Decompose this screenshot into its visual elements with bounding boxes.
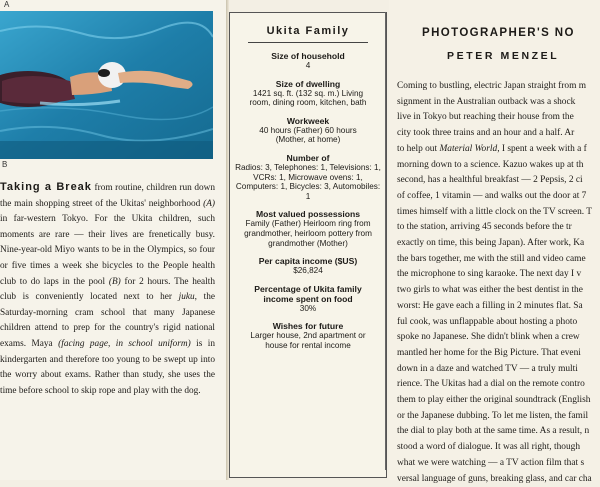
stat-label: Most valued possessions: [255, 209, 361, 220]
stat-value: 30%: [299, 303, 317, 313]
text-line: live in Tokyo but reaching their house from the: [397, 112, 574, 123]
stat-label: Size of dwelling: [275, 78, 341, 89]
text-line: the dial to play both at the same time. As a result, n: [397, 426, 590, 437]
stat-value: 40 hours (Father) 60 hours (Mother, at home): [259, 125, 357, 145]
stat-dwelling-size: [230, 79, 386, 108]
left-page: [0, 0, 226, 480]
text-line: two girls to what was either the best dentist in the: [397, 285, 583, 296]
column-divider: [385, 12, 386, 470]
text-line: down in a daze and watched TV — a truly multi: [397, 363, 578, 374]
article-text-segment: from routine, children run down the main shopping street of the Ukitas' neighborhood: [0, 183, 215, 209]
stat-household-size: [230, 51, 386, 71]
swimming-photo: [0, 11, 213, 159]
stat-label: Wishes for future: [272, 321, 344, 332]
text-line: [397, 142, 600, 158]
stat-valued-possessions: [230, 209, 386, 248]
stat-per-capita-income: [230, 256, 386, 276]
article-heading: Taking a Break: [0, 181, 92, 193]
text-line: signment in the Australian outback was a shock: [397, 96, 576, 107]
text-line: ful cook, was unflappable about hosting a photo: [397, 316, 578, 327]
right-page: [389, 0, 600, 484]
juku-term: juku: [178, 292, 195, 303]
text-segment: to help out: [397, 143, 438, 154]
maya-photo-caption: (facing page, in school uniform): [58, 338, 191, 349]
stat-label: Workweek: [286, 115, 330, 126]
stat-label: Number of: [286, 152, 330, 163]
author-name: PETER MENZEL: [447, 50, 560, 62]
text-line: the bars together, me with the still and video came: [397, 253, 586, 264]
photo-reference-b: (B): [108, 276, 121, 287]
stat-value: 4: [305, 61, 311, 70]
text-line: versal language of guns, breaking glass, and car cha: [397, 473, 592, 484]
text-line: worst: He gave each a filling in 2 minutes flat. Sa: [397, 300, 583, 311]
stat-food-spending: [230, 284, 386, 314]
article-text-segment: for 2 hours. The health club is conveniently located next to her: [0, 276, 215, 303]
text-line: morning down to a science. Kazuo wakes up at th: [397, 159, 584, 170]
text-line: second, has a healthful breakfast — 2 Pepsis, 2 ci: [397, 175, 583, 186]
text-line: stood a word of dialogue. It was all right, though: [397, 442, 581, 453]
text-line: to the station, arriving 45 seconds before the tr: [397, 222, 572, 233]
stat-value: Family (Father) Heirloom ring from grandmother, heirloom pottery from grandmother (Mother): [244, 219, 372, 248]
stat-value: Radios: 3, Telephones: 1, Televisions: 1, VCRs: 1, Microwave ovens: 1, Computers: 1, Bicycles: 3, Automobiles: 1: [235, 162, 381, 201]
stat-label: Size of household: [271, 51, 345, 61]
text-segment: , I spent a week with a f: [497, 143, 587, 154]
book-title: Material World: [439, 143, 498, 154]
stat-value: Larger house, 2nd apartment or house for rental income: [250, 331, 366, 350]
family-stats-sidebar: [229, 12, 387, 478]
left-article-text: [0, 180, 215, 399]
text-line: spoke no Japanese. She didn't blink when a crew: [397, 332, 580, 343]
text-line: exactly on time, this being Japan). After work, Ka: [397, 238, 585, 249]
photographers-notes-text: [397, 79, 600, 487]
text-line: times himself with a little clock on the TV screen. T: [397, 206, 593, 217]
text-line: city took three trains and an hour and a half. Ar: [397, 128, 575, 139]
sidebar-divider: [248, 42, 368, 43]
stat-value: $26,824: [293, 266, 323, 276]
photographers-notes-title: PHOTOGRAPHER'S NO: [422, 27, 575, 39]
stat-value: 1421 sq. ft. (132 sq. m.) Living room, dining room, kitchen, bath: [249, 88, 367, 108]
text-line: Coming to bustling, electric Japan straight from m: [397, 81, 587, 91]
stat-workweek: [230, 116, 386, 145]
swimmer-illustration: [0, 11, 213, 159]
stat-label: Per capita income ($US): [258, 256, 358, 267]
stat-wishes-future: [230, 321, 386, 350]
article-text-segment: , the Saturday-morning cram school that many Japanese children attend to prep for the country's rigid national exams. Maya: [0, 292, 215, 349]
photo-reference-a: (A): [203, 198, 215, 209]
sidebar-title: Ukita Family: [266, 25, 350, 37]
article-text-segment: in far-western Tokyo. For the Ukita children, such moments are rare — their lives are frenetically busy. Nine-year-old Miyo wants to be in the Olympics, so four or five times a week she bicycles to the People health club to do laps in the pool: [0, 214, 215, 287]
text-line: the microphone to sing karaoke. The next day I v: [397, 269, 582, 280]
photo-label-b: B: [2, 160, 8, 169]
text-line: rience. The Ukitas had a dial on the remote contro: [397, 379, 585, 390]
text-line: of coffee, 1 vitamin — and walks out the door at 7: [397, 190, 587, 201]
stat-label: Percentage of Ukita family income spent on food: [254, 283, 362, 304]
text-line: mantled her home for the Big Picture. That eveni: [397, 347, 581, 358]
text-line: them to play either the original soundtrack (English: [397, 395, 591, 406]
photo-label-a: A: [4, 0, 10, 9]
article-text-segment: is in kindergarten and therefore too young to be swept up into the worry about exams. Rather than study, she uses the time before school to skip rope and play with the dog.: [0, 338, 215, 396]
text-line: or the Japanese dubbing. To let me listen, the famil: [397, 410, 589, 421]
text-line: what we were watching — a TV action film that s: [397, 457, 585, 468]
stat-number-of: [230, 153, 386, 201]
